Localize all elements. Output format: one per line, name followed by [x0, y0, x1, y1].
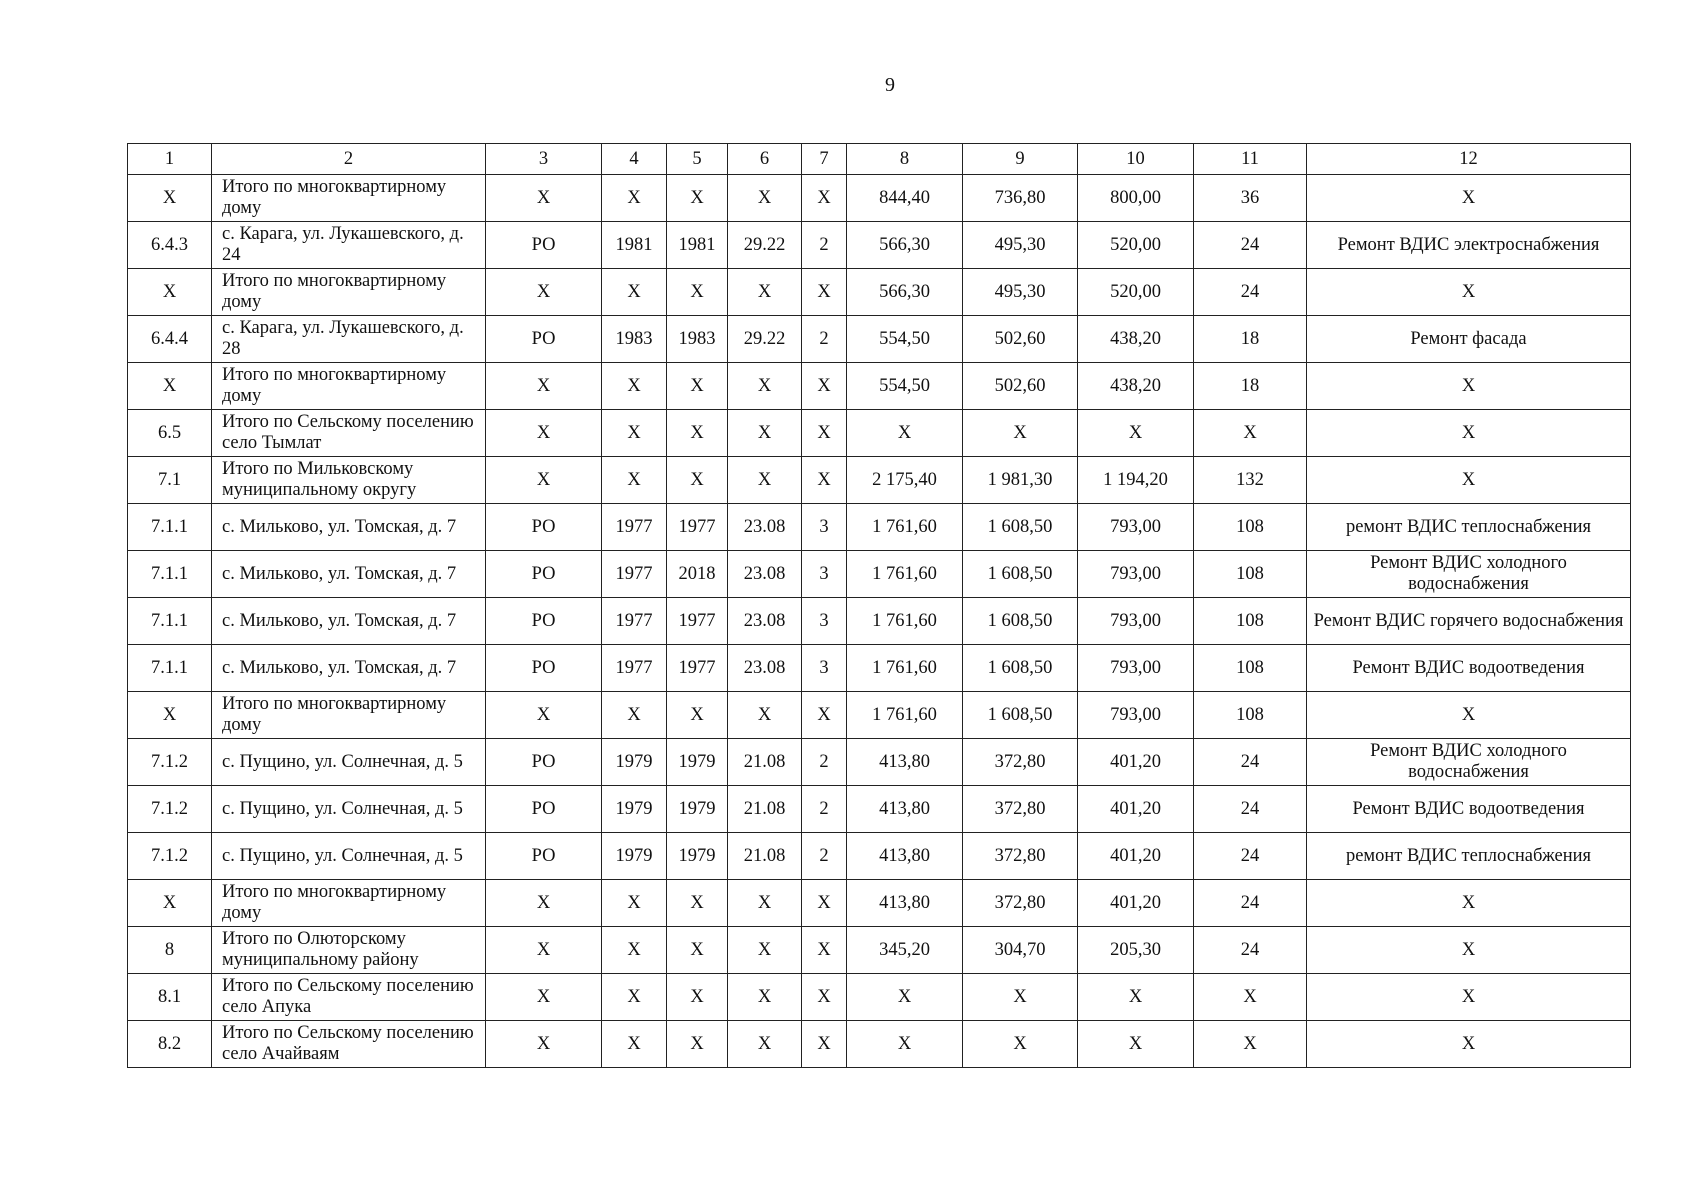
repair-register-table: [127, 143, 1631, 1068]
ownership-cell: X: [486, 410, 602, 457]
nonliving-area-cell: 793,00: [1078, 504, 1194, 551]
wall-material-cell: 29.22: [728, 222, 802, 269]
row-code: 7.1.1: [128, 598, 212, 645]
residents-cell: 108: [1194, 598, 1307, 645]
total-area-cell: 345,20: [847, 927, 963, 974]
nonliving-area-cell: 438,20: [1078, 363, 1194, 410]
build-year-cell: X: [602, 692, 667, 739]
work-type-cell: X: [1307, 175, 1631, 222]
build-year-cell: X: [602, 175, 667, 222]
row-code: 8: [128, 927, 212, 974]
address-cell: Итого по многоквартирному дому: [212, 880, 486, 927]
residents-cell: 24: [1194, 833, 1307, 880]
repair-year-cell: X: [667, 410, 728, 457]
living-area-cell: 1 608,50: [963, 598, 1078, 645]
build-year-cell: 1977: [602, 645, 667, 692]
row-code: 6.4.3: [128, 222, 212, 269]
living-area-cell: 372,80: [963, 880, 1078, 927]
work-type-cell: X: [1307, 269, 1631, 316]
living-area-cell: X: [963, 974, 1078, 1021]
column-number-header: 2: [212, 144, 486, 175]
wall-material-cell: X: [728, 363, 802, 410]
build-year-cell: X: [602, 410, 667, 457]
row-code: X: [128, 880, 212, 927]
repair-year-cell: 1981: [667, 222, 728, 269]
row-code: 7.1: [128, 457, 212, 504]
total-area-cell: X: [847, 1021, 963, 1068]
column-number-header: 5: [667, 144, 728, 175]
table-row: [128, 222, 1631, 269]
row-code: 7.1.2: [128, 786, 212, 833]
address-cell: Итого по Олюторскому муниципальному району: [212, 927, 486, 974]
ownership-cell: РО: [486, 504, 602, 551]
wall-material-cell: X: [728, 974, 802, 1021]
build-year-cell: 1981: [602, 222, 667, 269]
repair-year-cell: 2018: [667, 551, 728, 598]
residents-cell: 108: [1194, 504, 1307, 551]
repair-year-cell: X: [667, 1021, 728, 1068]
repair-year-cell: X: [667, 927, 728, 974]
residents-cell: 108: [1194, 645, 1307, 692]
build-year-cell: X: [602, 363, 667, 410]
row-code: 7.1.1: [128, 551, 212, 598]
residents-cell: 108: [1194, 551, 1307, 598]
row-code: 7.1.2: [128, 739, 212, 786]
table-row: [128, 974, 1631, 1021]
ownership-cell: РО: [486, 786, 602, 833]
nonliving-area-cell: 520,00: [1078, 269, 1194, 316]
column-number-header: 7: [802, 144, 847, 175]
column-number-header: 3: [486, 144, 602, 175]
work-type-cell: X: [1307, 880, 1631, 927]
address-cell: с. Мильково, ул. Томская, д. 7: [212, 598, 486, 645]
floors-cell: 3: [802, 645, 847, 692]
ownership-cell: X: [486, 175, 602, 222]
living-area-cell: 1 608,50: [963, 645, 1078, 692]
residents-cell: 24: [1194, 739, 1307, 786]
residents-cell: 18: [1194, 316, 1307, 363]
floors-cell: X: [802, 175, 847, 222]
floors-cell: 2: [802, 222, 847, 269]
floors-cell: X: [802, 457, 847, 504]
build-year-cell: 1983: [602, 316, 667, 363]
ownership-cell: X: [486, 974, 602, 1021]
table-row: [128, 410, 1631, 457]
table-row: [128, 551, 1631, 598]
total-area-cell: 413,80: [847, 739, 963, 786]
ownership-cell: РО: [486, 598, 602, 645]
floors-cell: 3: [802, 504, 847, 551]
ownership-cell: РО: [486, 833, 602, 880]
address-cell: Итого по Сельскому поселению село Апука: [212, 974, 486, 1021]
repair-year-cell: 1977: [667, 598, 728, 645]
living-area-cell: 1 608,50: [963, 692, 1078, 739]
total-area-cell: 1 761,60: [847, 598, 963, 645]
table-row: [128, 457, 1631, 504]
floors-cell: 3: [802, 551, 847, 598]
column-number-header: 1: [128, 144, 212, 175]
nonliving-area-cell: X: [1078, 974, 1194, 1021]
floors-cell: 3: [802, 598, 847, 645]
living-area-cell: 372,80: [963, 833, 1078, 880]
nonliving-area-cell: 205,30: [1078, 927, 1194, 974]
table-row: [128, 786, 1631, 833]
nonliving-area-cell: 401,20: [1078, 880, 1194, 927]
ownership-cell: X: [486, 692, 602, 739]
repair-year-cell: X: [667, 457, 728, 504]
table-row: [128, 880, 1631, 927]
row-code: X: [128, 692, 212, 739]
nonliving-area-cell: 793,00: [1078, 645, 1194, 692]
build-year-cell: 1979: [602, 739, 667, 786]
address-cell: с. Мильково, ул. Томская, д. 7: [212, 645, 486, 692]
build-year-cell: 1977: [602, 504, 667, 551]
residents-cell: X: [1194, 974, 1307, 1021]
build-year-cell: 1977: [602, 551, 667, 598]
table-row: [128, 692, 1631, 739]
residents-cell: 24: [1194, 269, 1307, 316]
table-row: [128, 598, 1631, 645]
floors-cell: 2: [802, 833, 847, 880]
repair-year-cell: X: [667, 269, 728, 316]
work-type-cell: ремонт ВДИС теплоснабжения: [1307, 504, 1631, 551]
floors-cell: 2: [802, 316, 847, 363]
ownership-cell: X: [486, 880, 602, 927]
row-code: 6.4.4: [128, 316, 212, 363]
repair-year-cell: 1977: [667, 645, 728, 692]
column-number-header: 6: [728, 144, 802, 175]
build-year-cell: X: [602, 1021, 667, 1068]
table-row: [128, 504, 1631, 551]
ownership-cell: РО: [486, 739, 602, 786]
wall-material-cell: 23.08: [728, 504, 802, 551]
table-row: [128, 269, 1631, 316]
ownership-cell: РО: [486, 645, 602, 692]
floors-cell: X: [802, 692, 847, 739]
address-cell: Итого по многоквартирному дому: [212, 175, 486, 222]
residents-cell: X: [1194, 1021, 1307, 1068]
floors-cell: X: [802, 927, 847, 974]
ownership-cell: РО: [486, 316, 602, 363]
total-area-cell: 1 761,60: [847, 504, 963, 551]
address-cell: Итого по многоквартирному дому: [212, 692, 486, 739]
living-area-cell: 304,70: [963, 927, 1078, 974]
ownership-cell: X: [486, 457, 602, 504]
column-number-header: 10: [1078, 144, 1194, 175]
living-area-cell: 495,30: [963, 269, 1078, 316]
row-code: 7.1.1: [128, 645, 212, 692]
residents-cell: 24: [1194, 222, 1307, 269]
living-area-cell: X: [963, 410, 1078, 457]
repair-year-cell: X: [667, 692, 728, 739]
table-row: [128, 833, 1631, 880]
work-type-cell: X: [1307, 974, 1631, 1021]
nonliving-area-cell: 800,00: [1078, 175, 1194, 222]
total-area-cell: 2 175,40: [847, 457, 963, 504]
floors-cell: X: [802, 269, 847, 316]
residents-cell: 132: [1194, 457, 1307, 504]
total-area-cell: 554,50: [847, 363, 963, 410]
wall-material-cell: X: [728, 692, 802, 739]
ownership-cell: X: [486, 363, 602, 410]
address-cell: с. Карага, ул. Лукашевского, д. 24: [212, 222, 486, 269]
wall-material-cell: 29.22: [728, 316, 802, 363]
floors-cell: X: [802, 1021, 847, 1068]
nonliving-area-cell: 1 194,20: [1078, 457, 1194, 504]
nonliving-area-cell: 401,20: [1078, 786, 1194, 833]
work-type-cell: X: [1307, 927, 1631, 974]
column-number-header: 4: [602, 144, 667, 175]
build-year-cell: X: [602, 457, 667, 504]
ownership-cell: РО: [486, 551, 602, 598]
residents-cell: 24: [1194, 927, 1307, 974]
nonliving-area-cell: 401,20: [1078, 739, 1194, 786]
total-area-cell: X: [847, 410, 963, 457]
residents-cell: 36: [1194, 175, 1307, 222]
floors-cell: X: [802, 410, 847, 457]
column-number-header: 9: [963, 144, 1078, 175]
living-area-cell: 736,80: [963, 175, 1078, 222]
wall-material-cell: X: [728, 175, 802, 222]
nonliving-area-cell: X: [1078, 410, 1194, 457]
work-type-cell: ремонт ВДИС теплоснабжения: [1307, 833, 1631, 880]
wall-material-cell: X: [728, 1021, 802, 1068]
wall-material-cell: 23.08: [728, 551, 802, 598]
total-area-cell: 1 761,60: [847, 645, 963, 692]
row-code: 7.1.2: [128, 833, 212, 880]
address-cell: с. Мильково, ул. Томская, д. 7: [212, 504, 486, 551]
build-year-cell: 1979: [602, 786, 667, 833]
work-type-cell: Ремонт ВДИС водоотведения: [1307, 786, 1631, 833]
build-year-cell: X: [602, 269, 667, 316]
living-area-cell: 1 608,50: [963, 551, 1078, 598]
floors-cell: X: [802, 880, 847, 927]
column-number-header: 8: [847, 144, 963, 175]
address-cell: Итого по Сельскому поселению село Ачайваям: [212, 1021, 486, 1068]
address-cell: с. Пущино, ул. Солнечная, д. 5: [212, 833, 486, 880]
floors-cell: X: [802, 363, 847, 410]
ownership-cell: X: [486, 927, 602, 974]
floors-cell: 2: [802, 739, 847, 786]
residents-cell: 108: [1194, 692, 1307, 739]
repair-year-cell: X: [667, 880, 728, 927]
build-year-cell: X: [602, 880, 667, 927]
nonliving-area-cell: X: [1078, 1021, 1194, 1068]
row-code: 6.5: [128, 410, 212, 457]
residents-cell: 24: [1194, 880, 1307, 927]
table-row: [128, 175, 1631, 222]
total-area-cell: 566,30: [847, 269, 963, 316]
ownership-cell: РО: [486, 222, 602, 269]
repair-year-cell: X: [667, 974, 728, 1021]
address-cell: с. Пущино, ул. Солнечная, д. 5: [212, 739, 486, 786]
nonliving-area-cell: 793,00: [1078, 598, 1194, 645]
wall-material-cell: 21.08: [728, 786, 802, 833]
total-area-cell: 1 761,60: [847, 692, 963, 739]
address-cell: Итого по многоквартирному дому: [212, 363, 486, 410]
residents-cell: X: [1194, 410, 1307, 457]
total-area-cell: 413,80: [847, 833, 963, 880]
wall-material-cell: 21.08: [728, 739, 802, 786]
table-body: [128, 144, 1631, 1068]
wall-material-cell: 23.08: [728, 645, 802, 692]
column-number-header: 12: [1307, 144, 1631, 175]
work-type-cell: X: [1307, 1021, 1631, 1068]
table-row: [128, 363, 1631, 410]
residents-cell: 24: [1194, 786, 1307, 833]
repair-year-cell: 1979: [667, 786, 728, 833]
repair-year-cell: X: [667, 363, 728, 410]
living-area-cell: 502,60: [963, 316, 1078, 363]
living-area-cell: 495,30: [963, 222, 1078, 269]
wall-material-cell: 21.08: [728, 833, 802, 880]
address-cell: Итого по Сельскому поселению село Тымлат: [212, 410, 486, 457]
living-area-cell: X: [963, 1021, 1078, 1068]
address-cell: Итого по Мильковскому муниципальному округу: [212, 457, 486, 504]
nonliving-area-cell: 438,20: [1078, 316, 1194, 363]
total-area-cell: 413,80: [847, 880, 963, 927]
living-area-cell: 1 981,30: [963, 457, 1078, 504]
build-year-cell: 1977: [602, 598, 667, 645]
table-row: [128, 316, 1631, 363]
nonliving-area-cell: 793,00: [1078, 692, 1194, 739]
living-area-cell: 372,80: [963, 739, 1078, 786]
work-type-cell: Ремонт ВДИС водоотведения: [1307, 645, 1631, 692]
work-type-cell: X: [1307, 363, 1631, 410]
total-area-cell: 844,40: [847, 175, 963, 222]
row-code: 8.2: [128, 1021, 212, 1068]
wall-material-cell: 23.08: [728, 598, 802, 645]
total-area-cell: 413,80: [847, 786, 963, 833]
living-area-cell: 1 608,50: [963, 504, 1078, 551]
address-cell: с. Пущино, ул. Солнечная, д. 5: [212, 786, 486, 833]
row-code: X: [128, 363, 212, 410]
work-type-cell: Ремонт фасада: [1307, 316, 1631, 363]
ownership-cell: X: [486, 1021, 602, 1068]
work-type-cell: X: [1307, 692, 1631, 739]
total-area-cell: X: [847, 974, 963, 1021]
floors-cell: X: [802, 974, 847, 1021]
work-type-cell: Ремонт ВДИС холодного водоснабжения: [1307, 551, 1631, 598]
build-year-cell: X: [602, 927, 667, 974]
repair-year-cell: 1979: [667, 739, 728, 786]
total-area-cell: 1 761,60: [847, 551, 963, 598]
table-row: [128, 1021, 1631, 1068]
total-area-cell: 554,50: [847, 316, 963, 363]
repair-year-cell: 1983: [667, 316, 728, 363]
repair-year-cell: 1979: [667, 833, 728, 880]
floors-cell: 2: [802, 786, 847, 833]
work-type-cell: Ремонт ВДИС горячего водоснабжения: [1307, 598, 1631, 645]
row-code: X: [128, 175, 212, 222]
build-year-cell: X: [602, 974, 667, 1021]
work-type-cell: X: [1307, 410, 1631, 457]
address-cell: с. Мильково, ул. Томская, д. 7: [212, 551, 486, 598]
row-code: 7.1.1: [128, 504, 212, 551]
nonliving-area-cell: 520,00: [1078, 222, 1194, 269]
ownership-cell: X: [486, 269, 602, 316]
build-year-cell: 1979: [602, 833, 667, 880]
row-code: 8.1: [128, 974, 212, 1021]
work-type-cell: Ремонт ВДИС холодного водоснабжения: [1307, 739, 1631, 786]
living-area-cell: 502,60: [963, 363, 1078, 410]
wall-material-cell: X: [728, 880, 802, 927]
work-type-cell: Ремонт ВДИС электроснабжения: [1307, 222, 1631, 269]
header-row: [128, 144, 1631, 175]
living-area-cell: 372,80: [963, 786, 1078, 833]
table-row: [128, 739, 1631, 786]
table-row: [128, 645, 1631, 692]
nonliving-area-cell: 793,00: [1078, 551, 1194, 598]
wall-material-cell: X: [728, 927, 802, 974]
row-code: X: [128, 269, 212, 316]
address-cell: Итого по многоквартирному дому: [212, 269, 486, 316]
work-type-cell: X: [1307, 457, 1631, 504]
table-row: [128, 927, 1631, 974]
repair-year-cell: X: [667, 175, 728, 222]
wall-material-cell: X: [728, 410, 802, 457]
page-number: 9: [885, 74, 895, 96]
repair-year-cell: 1977: [667, 504, 728, 551]
wall-material-cell: X: [728, 457, 802, 504]
column-number-header: 11: [1194, 144, 1307, 175]
nonliving-area-cell: 401,20: [1078, 833, 1194, 880]
residents-cell: 18: [1194, 363, 1307, 410]
total-area-cell: 566,30: [847, 222, 963, 269]
wall-material-cell: X: [728, 269, 802, 316]
address-cell: с. Карага, ул. Лукашевского, д. 28: [212, 316, 486, 363]
